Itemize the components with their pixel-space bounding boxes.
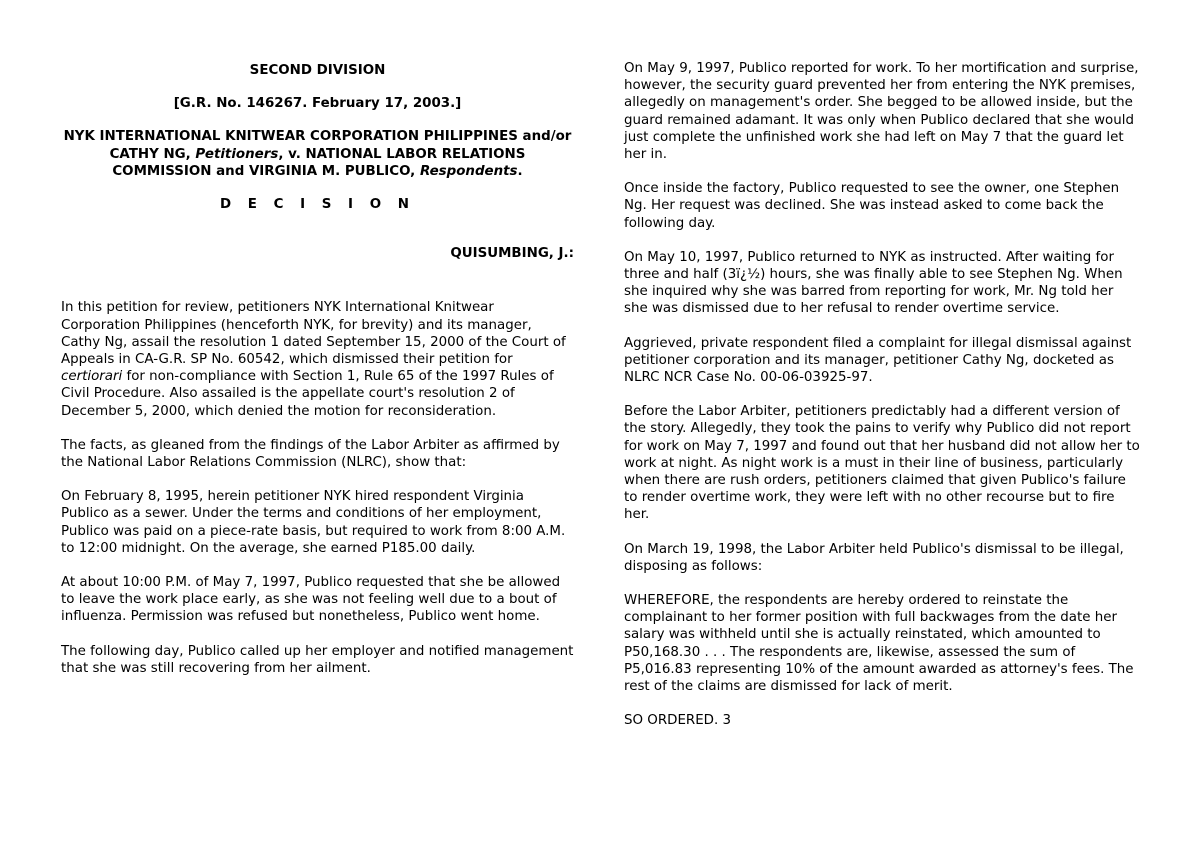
paragraph xyxy=(61,299,574,419)
right-column xyxy=(624,60,1140,747)
parties-end: . xyxy=(517,163,523,179)
paragraph: The following day, Publico called up her employer and notified management that she was still recovering from her ailment. xyxy=(61,643,574,676)
division-heading: SECOND DIVISION xyxy=(249,63,386,78)
ponente: QUISUMBING, J.: xyxy=(450,246,574,262)
decision-title: D E C I S I O N xyxy=(220,197,415,213)
paragraph: SO ORDERED. 3 xyxy=(624,713,732,729)
paragraph: The facts, as gleaned from the findings of the Labor Arbiter as affirmed by the National Labor Relations Commission (NLRC), show that: xyxy=(61,437,560,471)
parties-role-petitioners: Petitioners xyxy=(195,146,279,162)
paragraph: On May 9, 1997, Publico reported for work. To her mortification and surprise, however, the security guard prevented her from entering the NYK premises, allegedly on management's order. She begged to be allowed inside, but the guard remained adamant. It was only when Publico declared that she would just complete the unfinished work she had left on May 7 that the guard let her in. xyxy=(624,61,1139,163)
paragraph-text: for non-compliance with Section 1, Rule 65 of the 1997 Rules of Civil Procedure. Also assailed is the appellate court's resolution 2 of December 5, 2000, which denied the motion for reconsideration. xyxy=(61,369,554,419)
left-column xyxy=(61,60,574,694)
paragraph: Once inside the factory, Publico requested to see the owner, one Stephen Ng. Her request was declined. She was instead asked to come back the following day. xyxy=(624,181,1120,231)
paragraph-text: In this petition for review, petitioners NYK International Knitwear Corporation Philippines (henceforth NYK, for brevity) and its manager, Cathy Ng, assail the resolution 1 dated September 15, 2000 of the Court of Appeals in CA-G.R. SP No. 60542, which dismissed their petition for xyxy=(61,300,566,368)
paragraph: On May 10, 1997, Publico returned to NYK as instructed. After waiting for three and half (3ï¿½) hours, she was finally able to see Stephen Ng. When she inquired why she was barred from reporting for work, Mr. Ng told her she was dismissed due to her refusal to render overtime service. xyxy=(624,249,1123,317)
case-parties xyxy=(61,128,574,180)
paragraph: At about 10:00 P.M. of May 7, 1997, Publico requested that she be allowed to leave the work place early, as she was not feeling well due to a bout of influenza. Permission was refused but nonetheless, Publico went home. xyxy=(61,575,561,625)
paragraph: Aggrieved, private respondent filed a complaint for illegal dismissal against petitioner corporation and its manager, petitioner Cathy Ng, docketed as NLRC NCR Case No. 00-06-03925-97. xyxy=(624,335,1132,386)
parties-role-respondents: Respondents xyxy=(419,163,518,179)
parties-text-2: , v. NATIONAL LABOR RELATIONS COMMISSION and VIRGINIA M. PUBLICO, xyxy=(112,146,526,179)
paragraph: On February 8, 1995, herein petitioner NYK hired respondent Virginia Publico as a sewer. Under the terms and conditions of her employment, Publico was paid on a piece-rate basis, but required to work from 8:00 A.M. to 12:00 midnight. On the average, she earned P185.00 daily. xyxy=(61,489,566,556)
paragraph: On March 19, 1998, the Labor Arbiter held Publico's dismissal to be illegal, disposing as follows: xyxy=(624,541,1124,574)
case-number: [G.R. No. 146267. February 17, 2003.] xyxy=(173,96,462,112)
parties-text-1: NYK INTERNATIONAL KNITWEAR CORPORATION PHILIPPINES and/or CATHY NG, xyxy=(63,129,572,162)
paragraph: Before the Labor Arbiter, petitioners predictably had a different version of the story. Allegedly, they took the pains to verify why Publico did not report for work on May 7, 1997 and found out that her husband did not allow her to work at night. As night work is a must in their line of business, particularly when there are rush orders, petitioners claimed that given Publico's failure to render overtime work, they were left with no other recourse but to fire her. xyxy=(624,404,1140,523)
quoted-dispositive: WHEREFORE, the respondents are hereby ordered to reinstate the complainant to her former position with full backwages from the date her salary was withheld until she is actually reinstated, which amounted to P50,168.30 . . . The respondents are, likewise, assessed the sum of P5,016.83 representing 10% of the amount awarded as attorney's fees. The rest of the claims are dismissed for lack of merit. xyxy=(624,593,1134,695)
italic-term: certiorari xyxy=(61,369,123,385)
